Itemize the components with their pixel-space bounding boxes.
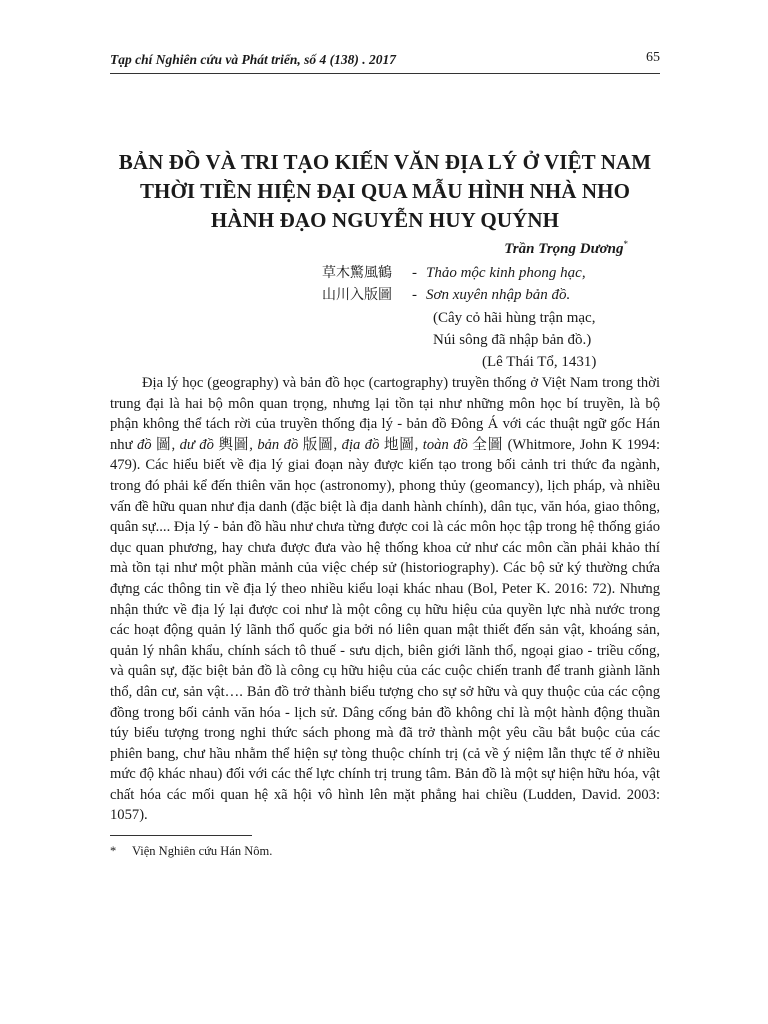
term-dia-do: địa đồ [341,436,380,453]
han-toan-do: 全圖 [467,436,504,453]
author-footnote-mark: * [623,239,628,249]
body-text-part-1: Địa lý học (geography) và bản đồ học (cartography) truyền thống ở Việt Nam trong thời trung đại là hai bộ môn quan trọng, nhưng lại tồn tại như những môn học bí truyền, là bộ phận không thể tách rời của truyền thống địa lý - bản đồ Đông Á với các thuật ngữ gốc Hán như [110,375,660,453]
footnote [110,844,272,859]
footnote-text: Viện Nghiên cứu Hán Nôm. [132,844,273,858]
han-du-do: 輿圖, [213,436,258,453]
title-line-2: THỜI TIỀN HIỆN ĐẠI QUA MẪU HÌNH NHÀ NHO [139,179,631,203]
page-number: 65 [646,50,660,65]
epigraph-viet-1: Thảo mộc kinh phong hạc, [426,265,586,281]
header-rule [110,73,660,74]
epigraph-han-2: 山川入版圖 [322,287,392,303]
epigraph-attribution: (Lê Thái Tổ, 1431) [482,354,597,370]
body-text-part-2: (Whitmore, John K 1994: 479). Các hiểu biết về địa lý giai đoạn này được kiến tạo trong bối cảnh tri thức đa ngành, trong đó phải kể đến thiên văn học (astronomy), phong thủy (geomancy), lịch pháp, và nhiều vấn đề hữu quan như địa danh (đặc biệt là địa danh hành chính), dân tục, văn hóa, giao thông, quân sự.... Địa lý - bản đồ hầu như chưa từng được coi là các môn học tập trong hệ thống giáo dục quan phương, hay chưa được đưa vào hệ thống khoa cử như các môn cần phải khảo thí mà tồn tại như một phần mảnh của việc chép sử (historiography). Các bộ sử ký thường chứa đựng các thông tin về địa lý theo nhiều kiểu loại khác nhau (Bol, Peter K. 2016: 72). Nhưng nhận thức về địa lý lại được coi như là một công cụ hữu hiệu của quyền lực nhà nước trong các hoạt động quản lý lãnh thổ quốc gia bởi nó liên quan mật thiết đến sản vật, khoáng sản, quản lý nhân khẩu, chính sách tô thuế - sưu dịch, biên giới lãnh thổ, ngoại giao - triều cống, và quân sự, đặc biệt bản đồ là công cụ hữu hiệu của các cuộc chiến tranh để tranh giành lãnh thổ, dân cư, sản vật…. Bản đồ trở thành biểu tượng cho sự sở hữu và quy thuộc của các cộng đồng trong bối cảnh văn hóa - lịch sử. Dâng cống bản đồ không chỉ là một hành động thuần túy biểu tượng trong nghi thức sách phong mà đã trở thành một yêu cầu bắt buộc của các phiên bang, chư hầu nhằm thể hiện sự tòng thuộc chính trị (cả về ý niệm lẫn thực tế ở nhiều mức độ khác nhau) đối với các thế lực chính trị trung tâm. Bản đồ là một sự hiện hữu hóa, vật chất hóa các mối quan hệ xã hội vô hình lên mặt phẳng hai chiều (Ludden, David. 2003: 1057). [110,436,661,824]
epigraph-translation-1: (Cây cỏ hãi hùng trận mạc, [433,310,596,326]
author-name-text: Trần Trọng Dương [504,241,624,257]
footnote-mark: * [110,844,117,858]
term-do: đồ [136,436,152,453]
footnote-rule [110,835,252,836]
epigraph-line-2 [322,284,570,306]
epigraph-han-1: 草木驚風鶴 [322,265,392,281]
term-toan-do: toàn đồ [422,436,468,453]
journal-citation: Tạp chí Nghiên cứu và Phát triển, số 4 (138) . 2017 [110,52,396,67]
body-paragraph [110,373,660,826]
han-do: 圖, [151,436,180,453]
han-dia-do: 地圖, [379,436,423,453]
epigraph-translation-2: Núi sông đã nhập bản đồ.) [433,332,592,348]
epigraph-dash-2: - [412,287,417,303]
epigraph-line-1 [322,262,586,284]
han-ban-do: 版圖, [298,436,342,453]
article-title [100,148,670,235]
title-line-1: BẢN ĐỒ VÀ TRI TẠO KIẾN VĂN ĐỊA LÝ Ở VIỆT NAM [118,150,652,174]
title-line-3: HÀNH ĐẠO NGUYỄN HUY QUÝNH [210,208,560,232]
epigraph-dash-1: - [412,265,417,281]
term-du-do: dư đồ [179,436,214,453]
author-name [504,239,628,258]
term-ban-do: bản đồ [257,436,299,453]
epigraph-viet-2: Sơn xuyên nhập bản đồ. [426,287,571,303]
running-header [110,52,660,70]
